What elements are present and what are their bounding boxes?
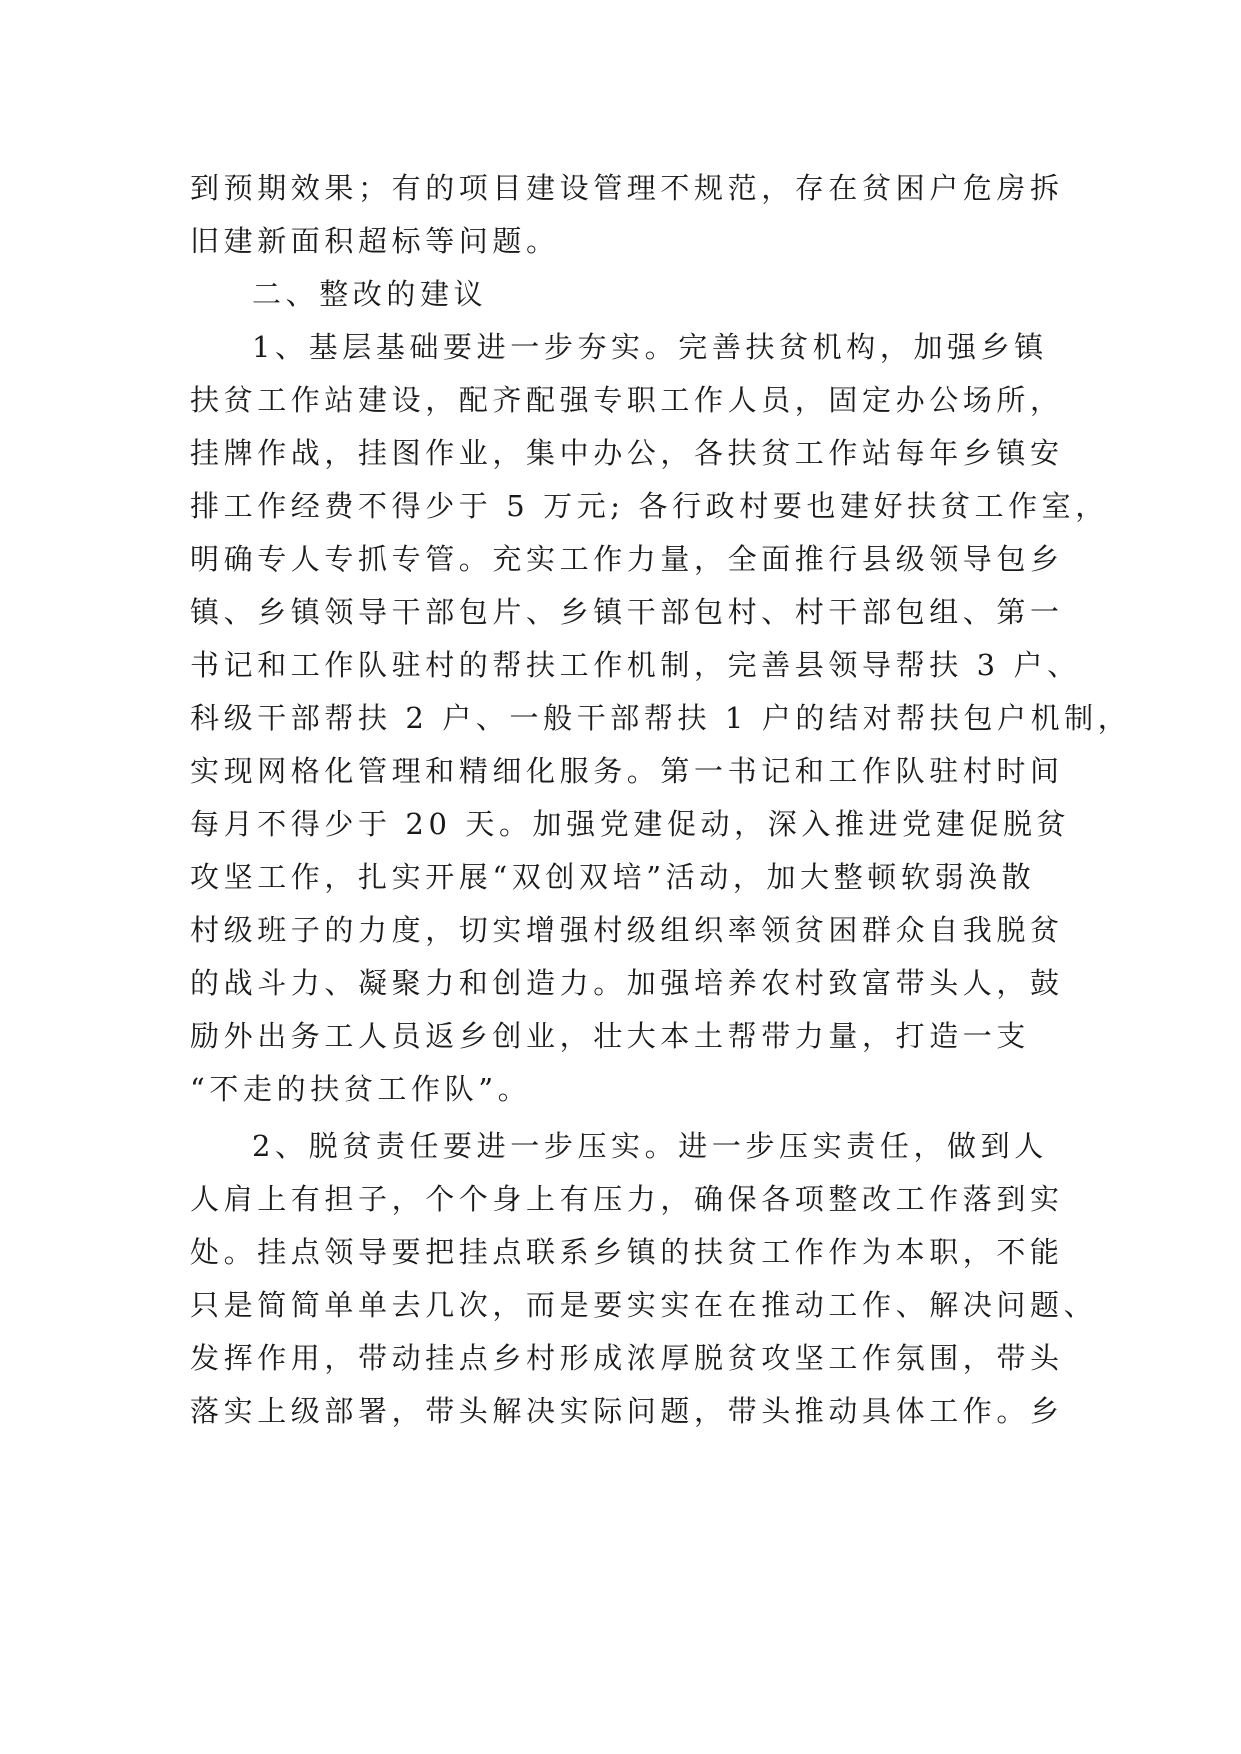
text-line: 励外出务工人员返乡创业，壮大本土帮带力量，打造一支 [190,1019,1031,1053]
text-line: 扶贫工作站建设，配齐配强专职工作人员，固定办公场所， [190,383,1064,417]
paragraph-first-line: 1、基层基础要进一步夯实。完善扶贫机构，加强乡镇 [252,330,1048,364]
text-line: 旧建新面积超标等问题。 [190,224,560,258]
text-line: 每月不得少于 20 天。加强党建促动，深入推进党建促脱贫 [190,807,1071,841]
text-line: “不走的扶贫工作队”。 [190,1072,532,1106]
text-line: 明确专人专抓专管。充实工作力量，全面推行县级领导包乡 [190,542,1064,576]
section-heading: 二、整改的建议 [252,277,488,311]
text-line: 处。挂点领导要把挂点联系乡镇的扶贫工作作为本职，不能 [190,1235,1064,1269]
text-line: 发挥作用，带动挂点乡村形成浓厚脱贫攻坚工作氛围，带头 [190,1341,1064,1375]
text-line: 人肩上有担子，个个身上有压力，确保各项整改工作落到实 [190,1182,1064,1216]
text-line: 镇、乡镇领导干部包片、乡镇干部包村、村干部包组、第一 [190,595,1064,629]
text-line: 排工作经费不得少于 5 万元; 各行政村要也建好扶贫工作室， [190,489,1109,523]
text-line: 挂牌作战，挂图作业，集中办公，各扶贫工作站每年乡镇安 [190,436,1064,470]
text-line: 实现网格化管理和精细化服务。第一书记和工作队驻村时间 [190,754,1064,788]
text-line: 科级干部帮扶 2 户、一般干部帮扶 1 户的结对帮扶包户机制， [190,701,1132,735]
text-line: 的战斗力、凝聚力和创造力。加强培养农村致富带头人，鼓 [190,966,1064,1000]
text-line: 书记和工作队驻村的帮扶工作机制，完善县领导帮扶 3 户、 [190,648,1081,682]
text-line: 村级班子的力度，切实增强村级组织率领贫困群众自我脱贫 [190,913,1064,947]
text-line: 落实上级部署，带头解决实际问题，带头推动具体工作。乡 [190,1394,1064,1428]
paragraph-first-line: 2、脱贫责任要进一步压实。进一步压实责任，做到人 [252,1129,1048,1163]
document-body [190,162,1132,1438]
text-line: 到预期效果；有的项目建设管理不规范，存在贫困户危房拆 [190,171,1064,205]
text-line: 只是简简单单去几次，而是要实实在在推动工作、解决问题、 [190,1288,1098,1322]
text-line: 攻坚工作，扎实开展“双创双培”活动，加大整顿软弱涣散 [190,860,1036,894]
